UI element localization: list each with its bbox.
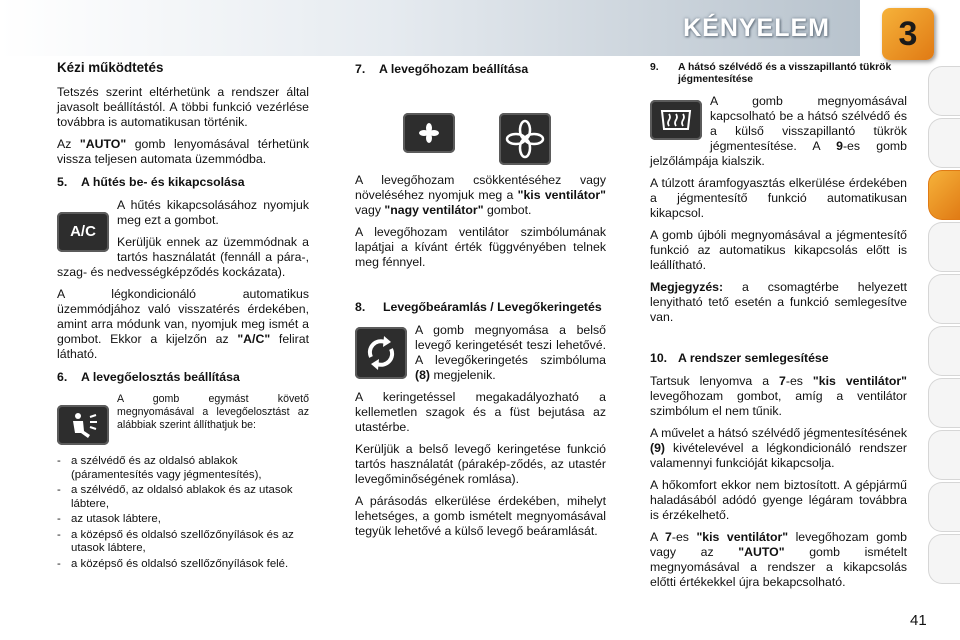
list-item: - a középső és oldalsó szellőzőnyílások és az utasok lábtere, (57, 529, 309, 556)
s8-p4: A párásodás elkerülése érdekében, mihelyt lehetséges, a gomb ismételt megnyomásával tegyük lehetővé a külső levegő beáramlását. (355, 494, 606, 538)
chapter-tab[interactable] (928, 482, 960, 532)
s7-p2: A levegőhozam ventilátor szimbólumának lapátjai a kívánt érték függvényében telnek meg fénnyel. (355, 225, 606, 269)
s10-p3: A hőkomfort ekkor nem biztosított. A gépjármű haladásából adódó gyenge légáram továbbra is érzékelhető. (650, 478, 907, 522)
s9-p1: A gomb megnyomásával kapcsolható be a hátsó szélvédő és a külső visszapillantó tükrök jégmentesítése. A 9-es gomb jelzőlámpája kialszik. (650, 94, 907, 168)
rear-defrost-graphic (650, 100, 702, 140)
page-header (0, 0, 960, 56)
list-item: - a szélvédő és az oldalsó ablakok (páramentesítés vagy jégmentesítés), (57, 455, 309, 482)
large-fan-graphic (499, 113, 551, 165)
ac-button-icon: A/C (57, 212, 109, 252)
fan-icons-row (355, 85, 606, 173)
s8-p1: A gomb megnyomása a belső levegő keringetését teszi lehetővé. A levegőkeringetés szimbóluma (8) megjelenik. (415, 323, 606, 382)
s10-p4: A 7-es "kis ventilátor" levegőhozam gomb vagy az "AUTO" gomb ismételt megnyomásával a rendszer a kikapcsolás előtti értékekkel újra bekapcsolható. (650, 530, 907, 589)
s9-p2: A túlzott áramfogyasztás elkerülése érdekében a jégmentesítő funkció automatikusan kikapcsol. (650, 176, 907, 220)
recirculation-graphic (355, 327, 407, 379)
list-item: - az utasok lábtere, (57, 513, 309, 527)
chapter-tab[interactable] (928, 274, 960, 324)
section-9-heading: 9. A hátsó szélvédő és a visszapillantó tükrök jégmentesítése (650, 62, 892, 85)
s9-p3: A gomb újbóli megnyomásával a jégmentesítő funkció az automatikus kikapcsolás előtt is leállítható. (650, 228, 907, 272)
s5-p3: A légkondicionáló automatikus üzemmódjához való visszatérés érdekében, amint arra módunk van, nyomjuk meg ismét a gombot. Ekkor a kijelzőn az "A/C" felirat látható. (57, 287, 309, 361)
s5-p1: A hűtés kikapcsolásához nyomjuk meg ezt a gombot. (117, 198, 309, 227)
s7-p1: A levegőhozam csökkentéséhez vagy növeléséhez nyomjuk meg a "kis ventilátor" vagy "nagy ventilátor" gombot. (355, 173, 607, 217)
chapter-tab[interactable] (928, 66, 960, 116)
column-middle (355, 60, 606, 546)
column-left (57, 60, 309, 573)
chapter-tab[interactable] (928, 326, 960, 376)
s10-p1: Tartsuk lenyomva a 7-es "kis ventilátor" levegőhozam gombot, amíg a ventilátor szimbólum el nem tűnik. (650, 374, 907, 418)
manual-intro: Tetszés szerint eltérhetünk a rendszer által javasolt beállítástól. A többi funkció vezérlése továbbra is automatikusan történik. (57, 85, 309, 129)
chapter-tab[interactable] (928, 430, 960, 480)
s8-p3: Kerüljük a belső levegő keringetése funkció tartós használatát (párakép-ződés, az utastér levegőminőségének romlása). (355, 442, 606, 486)
s10-p2: A művelet a hátsó szélvédő jégmentesítésének (9) kivételevével a légkondicionáló rendszer valamennyi funkcióját kikapcsolja. (650, 426, 907, 470)
chapter-tab[interactable] (928, 378, 960, 428)
chapter-tabs (928, 66, 960, 606)
list-item: - a középső és oldalsó szellőzőnyílások felé. (57, 558, 309, 572)
chapter-tab[interactable] (928, 534, 960, 584)
s6-p1: A gomb egymást követő megnyomásával a levegőelosztást az alábbiak szerint állíthatjuk be: (117, 393, 309, 431)
section-5-heading: 5. A hűtés be- és kikapcsolása (57, 175, 245, 189)
page-number: 41 (910, 612, 927, 629)
chapter-title: KÉNYELEM (683, 14, 830, 42)
chapter-tab-active[interactable] (928, 170, 960, 220)
section-7-heading: 7. A levegőhozam beállítása (355, 62, 529, 76)
list-item: - a szélvédő, az oldalsó ablakok és az utasok lábtere, (57, 484, 309, 511)
s5-p2: Kerüljük ennek az üzemmódnak a tartós használatát (fennáll a pára-, szag- és nedvességképződés kockázata). (57, 235, 309, 279)
recirculation-icon (355, 327, 407, 379)
manual-auto-text: Az "AUTO" gomb lenyomásával térhetünk vissza teljesen automata üzemmódba. (57, 137, 309, 166)
section-title-manual: Kézi működtetés (57, 60, 164, 75)
s9-note: Megjegyzés: a csomagtérbe helyezett lenyitható tető esetén a funkció semlegesítve van. (650, 280, 907, 324)
column-right (650, 60, 907, 597)
rear-defrost-icon (650, 100, 702, 140)
small-fan-graphic (403, 113, 455, 153)
chapter-tab[interactable] (928, 222, 960, 272)
air-distribution-icon (57, 405, 109, 445)
chapter-tab[interactable] (928, 118, 960, 168)
section-8-heading: 8. Levegőbeáramlás / Levegőkeringetés (355, 300, 602, 314)
air-distribution-icon-graphic (57, 405, 109, 445)
s8-p2: A keringetéssel megakadályozható a kellemetlen szagok és a füst bejutása az utastérbe. (355, 390, 606, 434)
section-6-heading: 6. A levegőelosztás beállítása (57, 370, 240, 384)
section-10-heading: 10. A rendszer semlegesítése (650, 351, 829, 365)
large-fan-icon (499, 113, 551, 165)
air-distribution-list (57, 455, 309, 571)
small-fan-icon (403, 113, 455, 153)
chapter-number-badge: 3 (882, 8, 934, 60)
